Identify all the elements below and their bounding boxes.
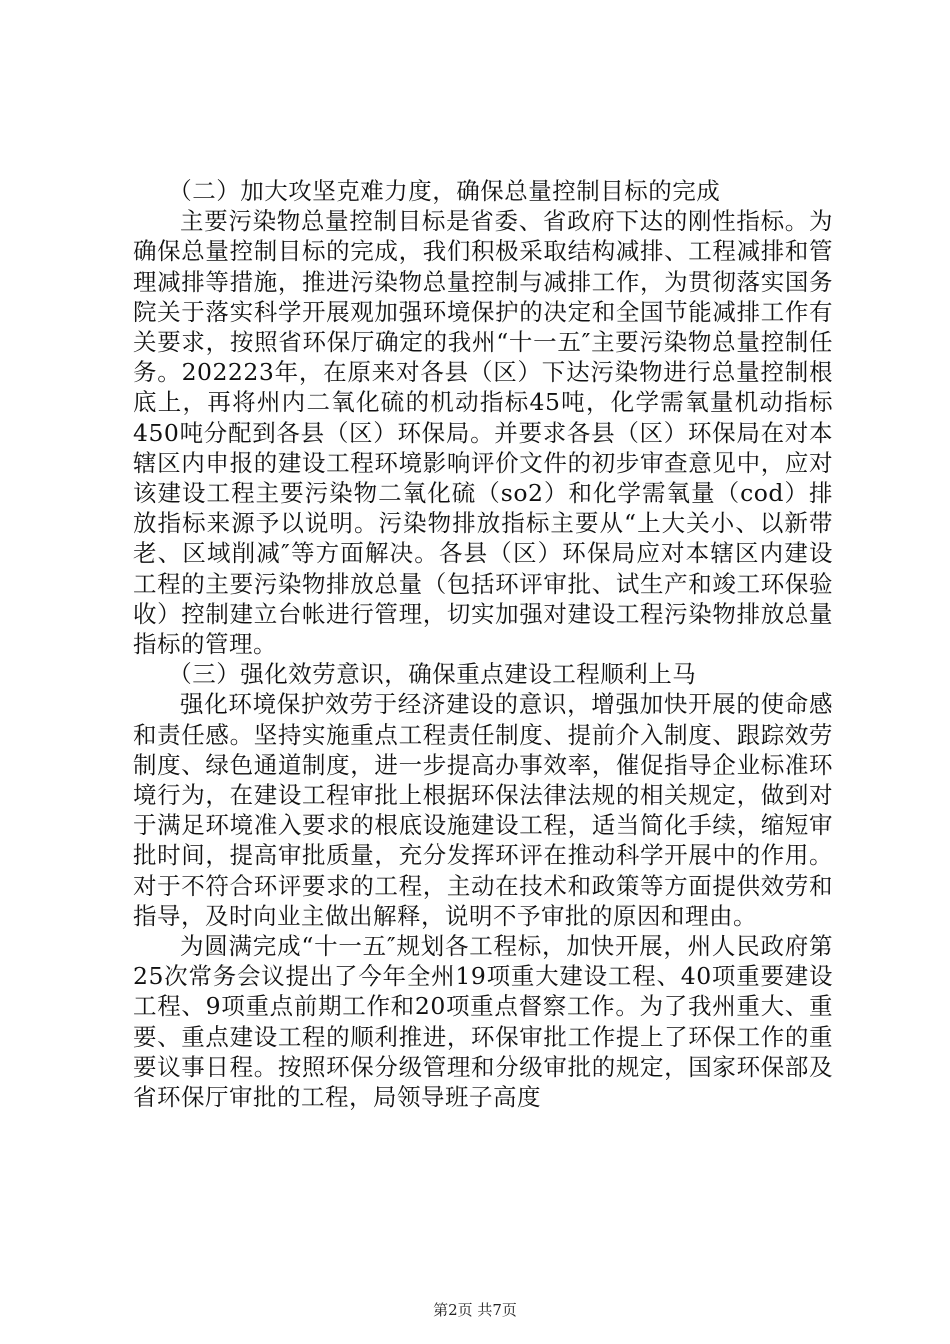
body-paragraph: 为圆满完成“十一五″规划各工程标，加快开展，州人民政府第25次常务会议提出了今年全州19项重大建设工程、40项重要建设工程、9项重点前期工作和20项重点督察工作。为了我州重大、重要、重点建设工程的顺利推进，环保审批工作提上了环保工作的重要议事日程。按照环保分级管理和分级审批的规定，国家环保部及省环保厅审批的工程，局领导班子高度: [133, 932, 833, 1112]
document-body: [133, 176, 833, 1112]
section-heading-2: （二）加大攻坚克难力度，确保总量控制目标的完成: [168, 177, 721, 205]
section-heading-3: （三）强化效劳意识，确保重点建设工程顺利上马: [168, 660, 697, 689]
page-footer: 第2页 共7页: [433, 1301, 517, 1319]
body-paragraph: 强化环境保护效劳于经济建设的意识，增强加快开展的使命感和责任感。坚持实施重点工程责任制度、提前介入制度、跟踪效劳制度、绿色通道制度，进一步提高办事效率，催促指导企业标准环境行为，在建设工程审批上根据环保法律法规的相关规定，做到对于满足环境准入要求的根底设施建设工程，适当简化手续，缩短审批时间，提高审批质量，充分发挥环评在推动科学开展中的作用。对于不符合环评要求的工程，主动在技术和政策等方面提供效劳和指导，及时向业主做出解释，说明不予审批的原因和理由。: [133, 690, 833, 930]
body-paragraph: 主要污染物总量控制目标是省委、省政府下达的刚性指标。为确保总量控制目标的完成，我们积极采取结构减排、工程减排和管理减排等措施，推进污染物总量控制与减排工作，为贯彻落实国务院关于落实科学开展观加强环境保护的决定和全国节能减排工作有关要求，按照省环保厅确定的我州“十一五″主要污染物总量控制任务。202223年，在原来对各县（区）下达污染物进行总量控制根底上，再将州内二氧化硫的机动指标45吨，化学需氧量机动指标450吨分配到各县（区）环保局。并要求各县（区）环保局在对本辖区内申报的建设工程环境影响评价文件的初步审查意见中，应对该建设工程主要污染物二氧化硫（so2）和化学需氧量（cod）排放指标来源予以说明。污染物排放指标主要从“上大关小、以新带老、区域削减″等方面解决。各县（区）环保局应对本辖区内建设工程的主要污染物排放总量（包括环评审批、试生产和竣工环保验收）控制建立台帐进行管理，切实加强对建设工程污染物排放总量指标的管理。: [133, 207, 833, 659]
